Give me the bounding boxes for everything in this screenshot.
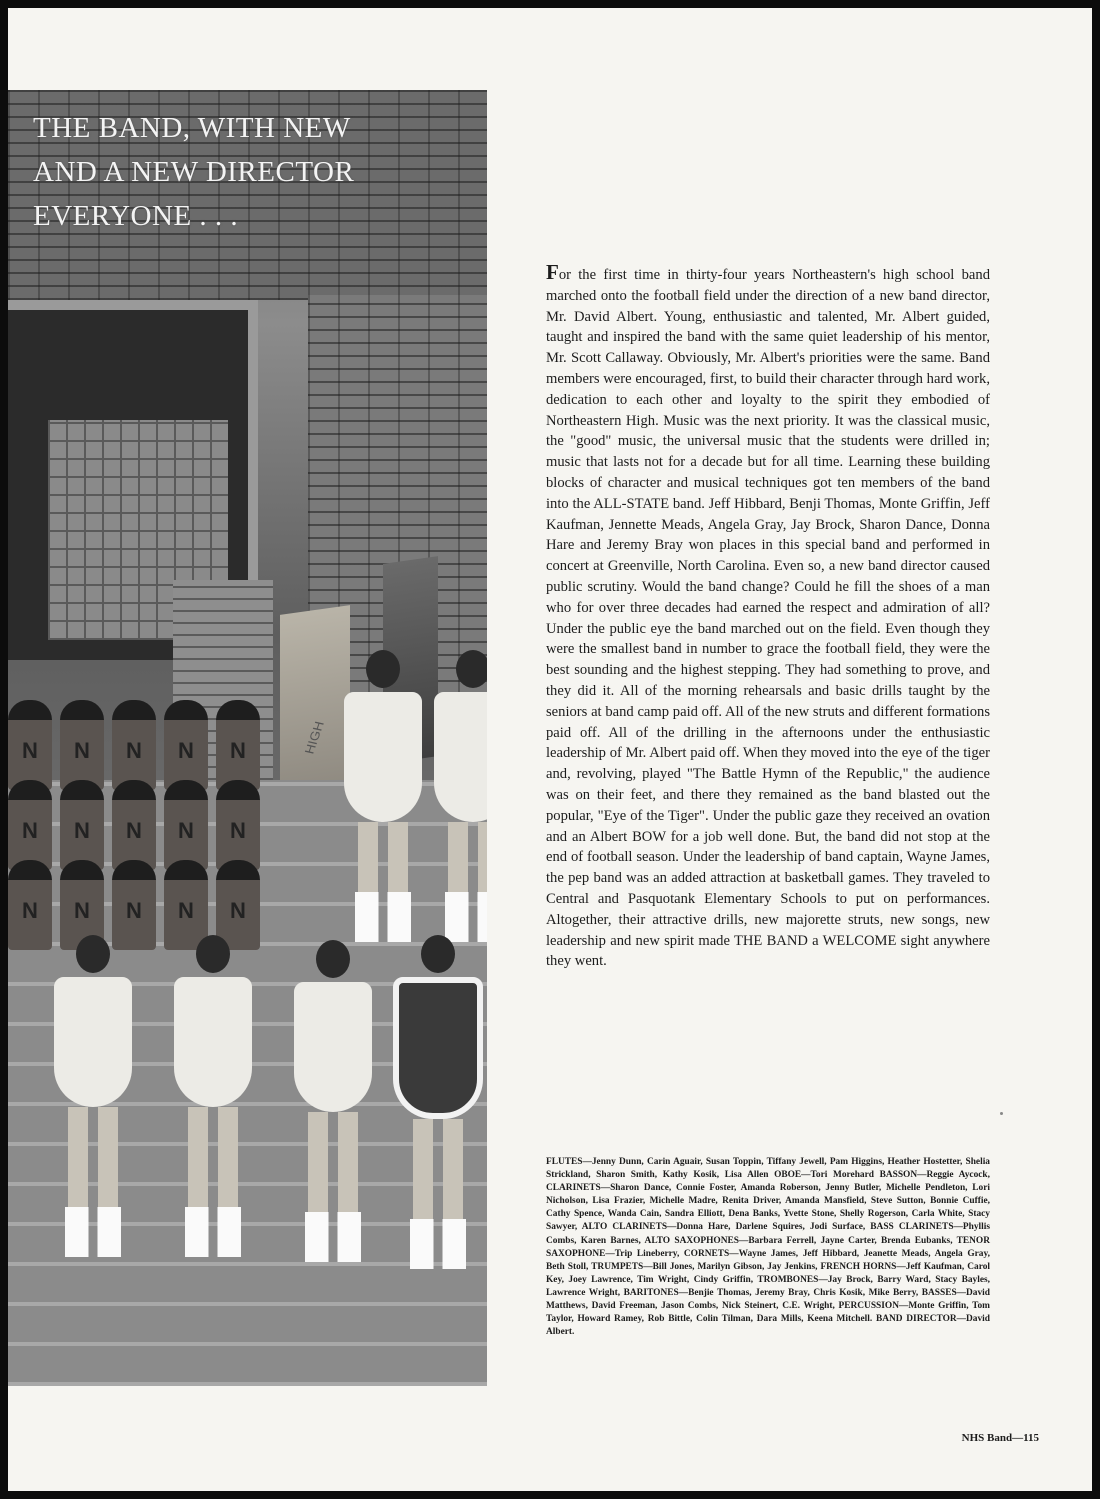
majorette-1	[48, 935, 138, 1265]
headline-line-3: EVERYONE . . .	[33, 200, 239, 232]
band-member	[216, 780, 260, 870]
band-row-middle	[8, 780, 308, 870]
band-photo	[8, 90, 487, 1386]
flag-lettering: HIGH	[301, 719, 327, 756]
band-member	[60, 700, 104, 790]
band-member	[112, 780, 156, 870]
band-member	[8, 780, 52, 870]
band-member	[216, 700, 260, 790]
band-row-back	[8, 700, 308, 790]
headline	[33, 106, 433, 238]
yearbook-page	[8, 8, 1092, 1491]
majorette-2	[168, 935, 258, 1265]
band-member	[164, 780, 208, 870]
article-text: or the first time in thirty-four years Northeastern's high school band marched onto the football field under the direction of a new band director, Mr. David Albert. Young, enthusiastic and talented, Mr. Albert guided, taught and inspired the band with the same quiet leadership of his mentor, Mr. Scott Callaway. Obviously, Mr. Albert's priorities were the same. Band members were encouraged, first, to build their character through hard work, dedication to each other and loyalty to the spirit they embodied of Northeastern High. Music was the next priority. It was the classical music, the "good" music, the universal music that the students were drilled in; music that lasts not for a decade but for all time. Learning these building blocks of character and musical techniques got ten members of the band into the ALL-STATE band. Jeff Hibbard, Benji Thomas, Monte Griffin, Jeff Kaufman, Jennette Meads, Angela Gray, Jay Brock, Sharon Dance, Donna Hare and Jeremy Bray won places in this special band and performed in concert at Greenville, North Carolina. Even so, a new band director caused public scrutiny. Would the band change? Could he fill the shoes of a man who for over three decades had earned the respect and admiration of all? Under the public eye the band marched out on the field. Even though they were the smallest band in number to grace the football field, they were the best sounding and the highest stepping. They had something to prove, and they did it. All of the morning rehearsals and basic drills taught by the seniors at band camp paid off. All of the new struts and different formations paid off. All of the drilling in the afternoons under the enthusiastic leadership of Mr. Albert paid off. When they moved into the eye of the tiger and, revolving, played "The Battle Hymn of the Republic," the audience was on their feet, and there they remained as the band blasted out the popular, "Eye of the Tiger". Under the public gaze they received an ovation and an Albert BOW for a job well done. But, the band did not stop at the end of football season. Under the leadership of band captain, Wayne James, the pep band was an added attraction at basketball games. They traveled to Central and Pasquotank Elementary Schools to put on performances. Altogether, their attractive drills, new majorette struts, new songs, new leadership and new spirit made THE BAND a WELCOME sight anywhere they went.	[546, 267, 990, 970]
drop-cap: F	[546, 260, 559, 284]
majorette-3	[288, 940, 378, 1270]
band-member	[112, 700, 156, 790]
band-member	[8, 700, 52, 790]
article-body	[546, 262, 990, 972]
majorette-top-left	[338, 650, 428, 890]
band-roster: FLUTES—Jenny Dunn, Carin Aguair, Susan Toppin, Tiffany Jewell, Pam Higgins, Heather Hostetter, Shelia Strickland, Sharon Smith, Kathy Kosik, Lisa Allen OBOE—Tori Morehard BASSON—Reggie Aycock, CLARINETS—Sharon Dance, Connie Foster, Amanda Roberson, Jenny Butler, Michelle Pendleton, Lori Nicholson, Lisa Frazier, Michelle Madre, Renita Driver, Amanda Mansfield, Steve Sutton, Bonnie Cuffie, Cathy Spence, Wanda Cain, Sandra Elliott, Dena Banks, Yvette Stone, Shelly Rogerson, Carla White, Stacy Sawyer, ALTO CLARINETS—Donna Hare, Darlene Squires, Jodi Surface, BASS CLARINETS—Phyllis Combs, Karen Barnes, ALTO SAXOPHONES—Barbara Ferrell, Jayne Carter, Brenda Eubanks, TENOR SAXOPHONE—Trip Lineberry, CORNETS—Wayne James, Jeff Hibbard, Jeanette Meads, Angela Gray, Beth Stoll, TRUMPETS—Bill Jones, Marilyn Gibson, Jay Jenkins, FRENCH HORNS—Jeff Kaufman, Carol Key, Joey Lawrence, Tim Wright, Cindy Griffin, TROMBONES—Jay Brock, Barry Ward, Stacy Bayles, Lawrence Wright, BARITONES—Benjie Thomas, Jeremy Bray, Chris Kosik, Mike Berry, BASSES—David Matthews, David Freeman, Jason Combs, Nick Steinert, C.E. Wright, PERCUSSION—Monte Griffin, Tom Taylor, Howard Ramey, Rob Bittle, Colin Tilman, Dara Mills, Keena Mitchell. BAND DIRECTOR—David Albert.	[546, 1157, 990, 1338]
headline-line-2: AND A NEW DIRECTOR	[33, 156, 355, 188]
band-member	[60, 780, 104, 870]
majorette-top-right	[428, 650, 487, 890]
print-speck	[1000, 1112, 1003, 1115]
band-member	[164, 700, 208, 790]
headline-line-1: THE BAND, WITH NEW	[33, 112, 351, 144]
page-folio: NHS Band—115	[961, 1432, 1039, 1444]
head-majorette	[393, 935, 483, 1265]
band-member	[8, 860, 52, 950]
